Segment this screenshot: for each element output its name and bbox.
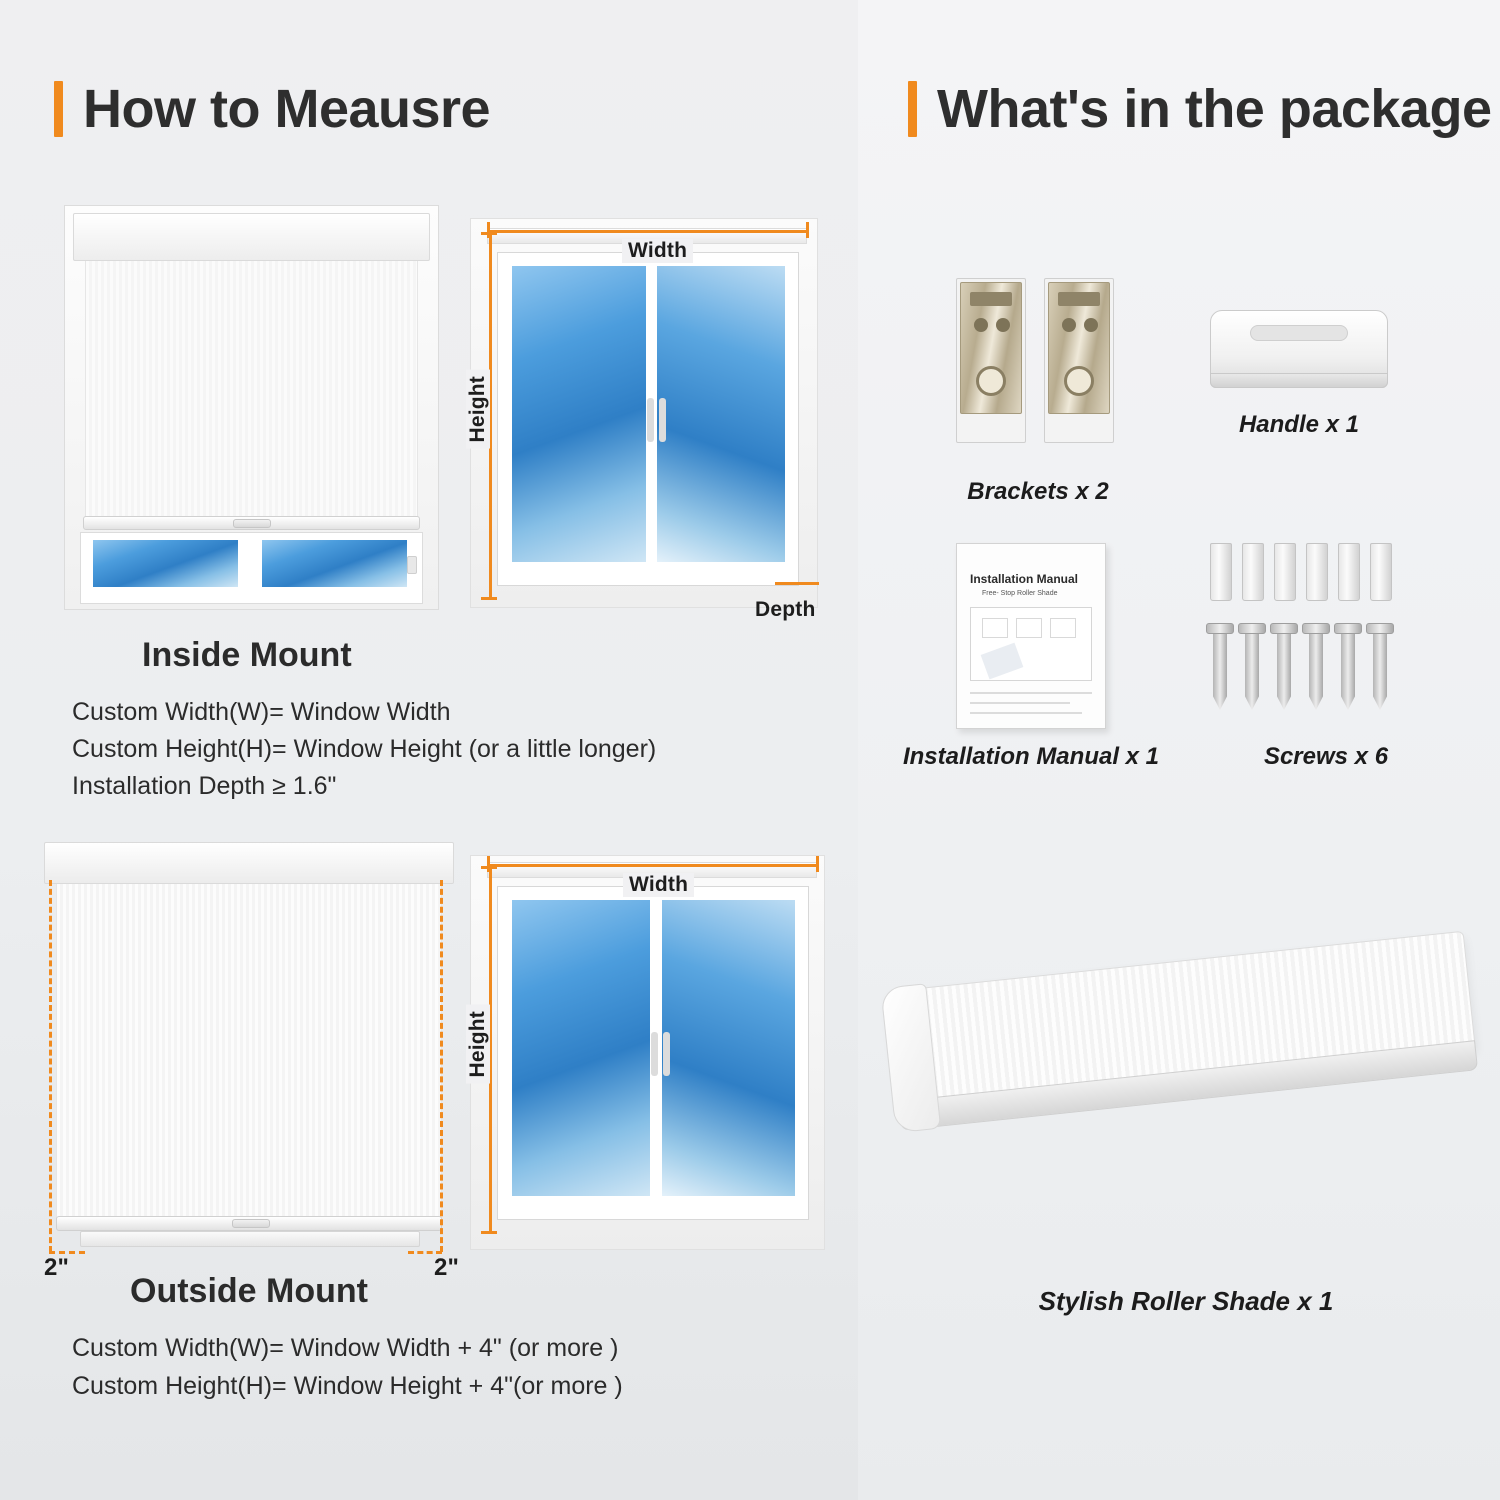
screws-label: Screws x 6 (1263, 743, 1389, 770)
manual-subtitle: Free- Stop Roller Shade (982, 590, 1058, 597)
bracket-2-hole-b (1084, 318, 1098, 332)
package-title: What's in the package (937, 79, 1492, 139)
outside-spec-1: Custom Width(W)= Window Width + 4" (or more ) (72, 1334, 619, 1362)
wall-anchor-3 (1274, 543, 1296, 601)
handle-label: Handle x 1 (1238, 411, 1360, 438)
manual-figure-1 (982, 618, 1008, 638)
pull-handle (233, 519, 271, 528)
window-glass-right (662, 900, 795, 1196)
screw-1-body (1213, 634, 1227, 710)
manual-figure-3 (1050, 618, 1076, 638)
height-label: Height (466, 370, 490, 449)
wall-anchor-6 (1370, 543, 1392, 601)
headrail (73, 213, 430, 261)
depth-label: Depth (755, 598, 816, 621)
manual-title: Installation Manual (970, 572, 1079, 586)
sash-handle-right-icon (663, 1032, 670, 1076)
depth-dimension-line (775, 582, 819, 585)
how-to-measure-title: How to Meausre (83, 79, 491, 139)
screw-5-body (1341, 634, 1355, 710)
window-glass-left (93, 540, 238, 587)
width-dimension-line (487, 864, 819, 867)
window-sill (80, 1231, 420, 1247)
bracket-2-ring (1064, 366, 1094, 396)
roller-shade-illustration (886, 900, 1496, 1230)
width-dimension-line (487, 230, 809, 233)
window-handle-icon (407, 556, 417, 574)
package-contents-panel (858, 0, 1500, 1500)
height-label: Height (466, 1005, 490, 1084)
outside-spec-2: Custom Height(H)= Window Height + 4"(or more ) (72, 1372, 623, 1400)
how-to-measure-heading (54, 78, 490, 140)
pull-handle (232, 1219, 270, 1228)
shade-fabric (85, 261, 418, 521)
inside-spec-3: Installation Depth ≥ 1.6" (72, 772, 337, 800)
roller-shade-label: Stylish Roller Shade x 1 (1038, 1286, 1334, 1316)
right-extension-dashed-line (440, 880, 443, 1252)
handle-base-edge (1210, 373, 1388, 388)
wall-anchor-4 (1306, 543, 1328, 601)
inside-spec-2: Custom Height(H)= Window Height (or a little longer) (72, 735, 657, 763)
package-heading (908, 78, 1491, 140)
bracket-1-slot-top (970, 292, 1012, 306)
bracket-2-slot-top (1058, 292, 1100, 306)
manual-text-line-2 (970, 702, 1070, 704)
height-tick-bottom (481, 1231, 497, 1234)
screw-2-head (1238, 623, 1266, 634)
manual-figure-2 (1016, 618, 1042, 638)
height-tick-bottom (481, 597, 497, 600)
screw-6-body (1373, 634, 1387, 710)
width-tick-right (816, 856, 819, 872)
window-glass-right (262, 540, 407, 587)
wall-anchor-5 (1338, 543, 1360, 601)
shade-fabric (56, 884, 442, 1222)
height-tick-top (481, 866, 497, 869)
screw-1-head (1206, 623, 1234, 634)
sash-handle-right-icon (659, 398, 666, 442)
manual-text-line-3 (970, 712, 1082, 714)
outside-mount-title: Outside Mount (130, 1272, 368, 1310)
bracket-1-ring (976, 366, 1006, 396)
screw-2-body (1245, 634, 1259, 710)
window-glass-left (512, 266, 646, 562)
window-glass-left (512, 900, 650, 1196)
screw-4-body (1309, 634, 1323, 710)
width-label: Width (622, 239, 693, 263)
screw-4-head (1302, 623, 1330, 634)
sash-handle-left-icon (647, 398, 654, 442)
bracket-2-hole-a (1062, 318, 1076, 332)
height-tick-top (481, 232, 497, 235)
screw-5-head (1334, 623, 1362, 634)
left-extension-label: 2" (44, 1254, 70, 1281)
inside-spec-1: Custom Width(W)= Window Width (72, 698, 451, 726)
sash-handle-left-icon (651, 1032, 658, 1076)
accent-bar-icon (908, 81, 917, 137)
inside-mount-title: Inside Mount (142, 636, 352, 674)
wall-anchor-1 (1210, 543, 1232, 601)
installation-manual-label: Installation Manual x 1 (902, 743, 1160, 770)
headrail (44, 842, 454, 884)
brackets-label: Brackets x 2 (967, 478, 1109, 505)
screw-6-head (1366, 623, 1394, 634)
width-tick-right (806, 222, 809, 238)
window-glass-right (657, 266, 785, 562)
width-label: Width (623, 873, 694, 897)
bracket-1-hole-a (974, 318, 988, 332)
accent-bar-icon (54, 81, 63, 137)
wall-anchor-2 (1242, 543, 1264, 601)
screw-3-body (1277, 634, 1291, 710)
left-extension-dashed-line (49, 880, 52, 1252)
bracket-1-hole-b (996, 318, 1010, 332)
handle-grip-slot (1250, 325, 1348, 341)
right-extension-label: 2" (434, 1254, 460, 1281)
screw-3-head (1270, 623, 1298, 634)
manual-text-line-1 (970, 692, 1092, 694)
